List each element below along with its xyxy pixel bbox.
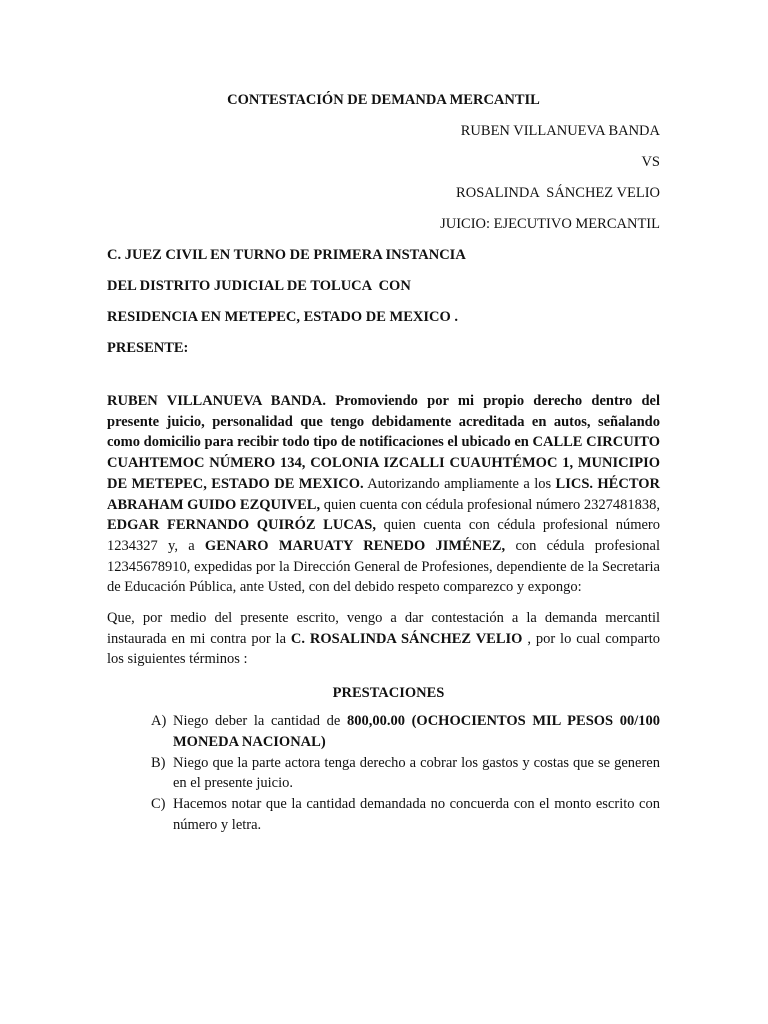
attorney-3-license: con cédula profesional 12345678910, expedidas por la Dirección General de Profesiones, dependiente de la Secretaria de Educación Pública, ante Usted, con del debido respeto comparezco y expongo: — [107, 537, 660, 596]
attorney-2-name: EDGAR FERNANDO QUIRÓZ LUCAS, — [107, 517, 376, 534]
claim-marker: A) — [151, 713, 167, 730]
versus-label: VS — [641, 154, 660, 170]
claim-text: Niego que la parte actora tenga derecho a cobrar los gastos y costas que se generen en el presente juicio. — [173, 754, 660, 792]
document-title: CONTESTACIÓN DE DEMANDA MERCANTIL — [227, 92, 540, 108]
claim-item — [151, 753, 660, 794]
claim-marker: C) — [151, 795, 166, 812]
attorney-2-license: quien cuenta con cédula profesional número 1234327 y, a — [107, 517, 660, 554]
plaintiff-name: RUBEN VILLANUEVA BANDA — [460, 123, 660, 139]
claim-text: Niego deber la cantidad de — [173, 713, 347, 730]
response-text-start: Que, por medio del presente escrito, vengo a dar contestación a la demanda mercantil instaurada en mi contra por la — [107, 610, 660, 647]
claims-list — [107, 711, 660, 835]
case-parties — [107, 121, 660, 234]
introduction-paragraph — [107, 391, 660, 598]
claim-text: Hacemos notar que la cantidad demandada no concuerda con el monto escrito con número y letra. — [173, 795, 660, 833]
addressee-line-1: C. JUEZ CIVIL EN TURNO DE PRIMERA INSTANCIA — [107, 247, 466, 263]
section-heading-prestaciones: PRESTACIONES — [332, 685, 445, 702]
claim-item — [151, 711, 660, 752]
attorney-1-name: LICS. HÉCTOR ABRAHAM GUIDO EZQUIVEL, — [107, 475, 660, 513]
addressee-line-3: RESIDENCIA EN METEPEC, ESTADO DE MEXICO . — [107, 309, 459, 325]
claim-item — [151, 794, 660, 835]
response-paragraph — [107, 608, 660, 670]
addressee-line-4: PRESENTE: — [107, 340, 189, 356]
defendant-reference: C. ROSALINDA SÁNCHEZ VELIO — [290, 630, 523, 647]
response-text-end: , por lo cual comparto los siguientes términos : — [107, 630, 661, 668]
claim-amount: 800,00.00 (OCHOCIENTOS MIL PESOS 00/100 MONEDA NACIONAL) — [173, 713, 661, 750]
authorization-text: Autorizando ampliamente a los — [363, 475, 556, 492]
plaintiff-identification: RUBEN VILLANUEVA BANDA. Promoviendo por mi propio derecho dentro del presente juicio, personalidad que tengo debidamente acreditada en autos, señalando como domicilio para recibir todo tipo de notificaciones el ubicado en CALLE CIRCUITO CUAHTEMOC NÚMERO 134, COLONIA IZCALLI CUAUHTÉMOC 1, MUNICIPIO DE METEPEC, ESTADO DE MEXICO. — [107, 393, 660, 492]
claim-marker: B) — [151, 754, 166, 771]
addressee-block — [107, 245, 660, 358]
attorney-3-name: GENARO MARUATY RENEDO JIMÉNEZ, — [204, 537, 506, 554]
addressee-line-2: DEL DISTRITO JUDICIAL DE TOLUCA CON — [107, 278, 411, 294]
attorney-1-license: quien cuenta con cédula profesional número 2327481838, — [320, 496, 661, 513]
trial-type: JUICIO: EJECUTIVO MERCANTIL — [440, 216, 660, 232]
defendant-name: ROSALINDA SÁNCHEZ VELIO — [456, 185, 660, 201]
